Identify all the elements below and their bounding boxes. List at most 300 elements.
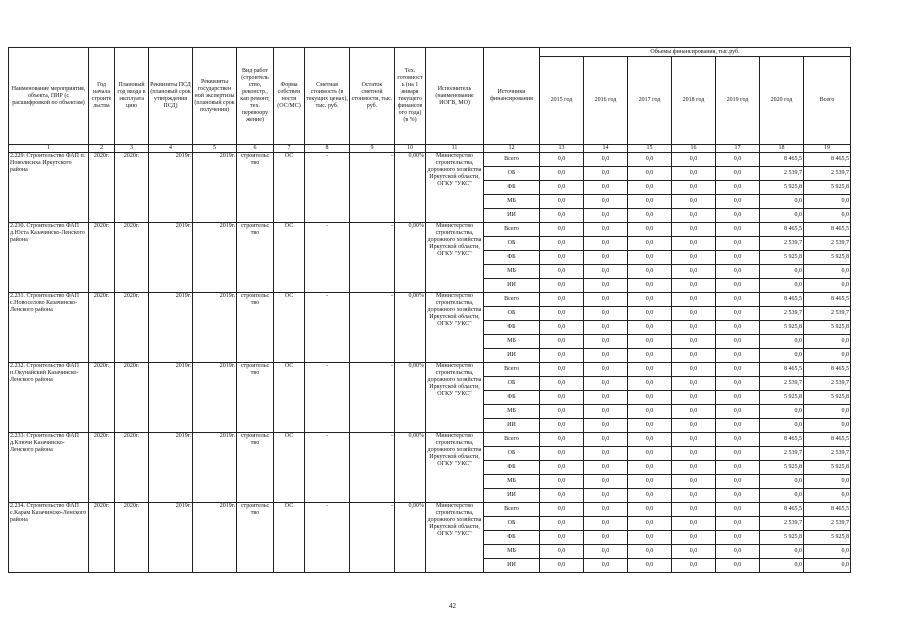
year-value: 0,0 <box>584 195 628 209</box>
year-value: 0,0 <box>716 405 760 419</box>
year-value: 0,0 <box>540 237 584 251</box>
year-value: 0,0 <box>760 209 804 223</box>
funding-source: Всего <box>484 433 540 447</box>
year-value: 0,0 <box>716 307 760 321</box>
column-number: 1 <box>9 145 89 153</box>
header-ownership: Форма собствен ности (ОС/МС) <box>274 48 305 145</box>
ownership: ОС <box>274 363 305 433</box>
year-value: 0,0 <box>672 167 716 181</box>
year-value: 0,0 <box>672 251 716 265</box>
year-value: 0,0 <box>628 265 672 279</box>
year-value: 0,0 <box>672 475 716 489</box>
header-total: Всего <box>804 57 851 145</box>
year-value: 0,0 <box>584 349 628 363</box>
readiness: 0,00% <box>395 293 426 363</box>
column-number: 16 <box>672 145 716 153</box>
year-value: 8 465,5 <box>760 223 804 237</box>
total-value: 0,0 <box>804 545 851 559</box>
year-value: 0,0 <box>584 545 628 559</box>
year-value: 0,0 <box>628 531 672 545</box>
year-value: 0,0 <box>540 433 584 447</box>
executor: Министерство строительства, дорожного хозяйства Иркутской области, ОГКУ "УКС" <box>426 503 484 573</box>
commission-year: 2020г. <box>115 293 149 363</box>
year-value: 2 539,7 <box>760 237 804 251</box>
year-value: 0,0 <box>672 279 716 293</box>
estimated-cost: - <box>305 293 350 363</box>
year-value: 0,0 <box>716 545 760 559</box>
year-value: 0,0 <box>540 405 584 419</box>
start-year: 2020г. <box>89 223 115 293</box>
start-year: 2020г. <box>89 363 115 433</box>
estimated-cost: - <box>305 433 350 503</box>
year-value: 0,0 <box>716 531 760 545</box>
year-value: 0,0 <box>716 237 760 251</box>
year-value: 0,0 <box>716 377 760 391</box>
year-value: 0,0 <box>628 503 672 517</box>
year-value: 0,0 <box>672 447 716 461</box>
remaining-cost: - <box>350 503 395 573</box>
total-value: 0,0 <box>804 195 851 209</box>
year-value: 8 465,5 <box>760 293 804 307</box>
year-value: 0,0 <box>628 153 672 167</box>
header-year: 2019 год <box>716 57 760 145</box>
year-value: 0,0 <box>628 293 672 307</box>
year-value: 2 539,7 <box>760 517 804 531</box>
funding-source: МБ <box>484 195 540 209</box>
total-value: 2 539,7 <box>804 377 851 391</box>
ownership: ОС <box>274 223 305 293</box>
table-row <box>9 223 851 237</box>
expertise-year: 2019г. <box>193 363 237 433</box>
expertise-year: 2019г. <box>193 153 237 223</box>
work-type: строительс тво <box>237 363 274 433</box>
year-value: 0,0 <box>672 349 716 363</box>
executor: Министерство строительства, дорожного хозяйства Иркутской области, ОГКУ "УКС" <box>426 363 484 433</box>
year-value: 0,0 <box>760 279 804 293</box>
year-value: 0,0 <box>716 447 760 461</box>
year-value: 0,0 <box>716 461 760 475</box>
table-row <box>9 363 851 377</box>
year-value: 0,0 <box>584 279 628 293</box>
year-value: 0,0 <box>628 405 672 419</box>
funding-source: ФБ <box>484 321 540 335</box>
executor: Министерство строительства, дорожного хозяйства Иркутской области, ОГКУ "УКС" <box>426 223 484 293</box>
year-value: 0,0 <box>716 223 760 237</box>
column-number: 10 <box>395 145 426 153</box>
funding-source: ФБ <box>484 391 540 405</box>
year-value: 0,0 <box>760 559 804 573</box>
expertise-year: 2019г. <box>193 293 237 363</box>
year-value: 0,0 <box>760 349 804 363</box>
column-numbers-row <box>9 145 851 153</box>
header-name: Наименование мероприятия, объекта, ПИР (с расшифровкой по объектам) <box>9 48 89 145</box>
year-value: 0,0 <box>672 545 716 559</box>
year-value: 0,0 <box>584 405 628 419</box>
year-value: 0,0 <box>760 405 804 419</box>
year-value: 0,0 <box>540 209 584 223</box>
remaining-cost: - <box>350 293 395 363</box>
executor: Министерство строительства, дорожного хозяйства Иркутской области, ОГКУ "УКС" <box>426 433 484 503</box>
estimated-cost: - <box>305 503 350 573</box>
total-value: 8 465,5 <box>804 153 851 167</box>
funding-source: ОБ <box>484 237 540 251</box>
funding-source: Всего <box>484 363 540 377</box>
year-value: 0,0 <box>540 559 584 573</box>
commission-year: 2020г. <box>115 433 149 503</box>
header-psd: Реквизиты ПСД (плановый срок утверждения ПСД) <box>149 48 193 145</box>
funding-source: МБ <box>484 265 540 279</box>
year-value: 0,0 <box>584 503 628 517</box>
year-value: 0,0 <box>540 349 584 363</box>
year-value: 0,0 <box>540 195 584 209</box>
psd-year: 2019г. <box>149 433 193 503</box>
year-value: 0,0 <box>584 475 628 489</box>
object-name: 2.234. Строительство ФАП с.Карам Казачинско-Ленского района <box>9 503 89 573</box>
funding-source: ИИ <box>484 209 540 223</box>
year-value: 0,0 <box>584 531 628 545</box>
expertise-year: 2019г. <box>193 433 237 503</box>
year-value: 0,0 <box>760 419 804 433</box>
year-value: 5 925,8 <box>760 531 804 545</box>
table-row <box>9 153 851 167</box>
year-value: 0,0 <box>716 209 760 223</box>
year-value: 0,0 <box>760 489 804 503</box>
year-value: 0,0 <box>628 377 672 391</box>
estimated-cost: - <box>305 153 350 223</box>
year-value: 0,0 <box>584 223 628 237</box>
ownership: ОС <box>274 433 305 503</box>
year-value: 0,0 <box>672 209 716 223</box>
header-year: 2020 год <box>760 57 804 145</box>
start-year: 2020г. <box>89 433 115 503</box>
year-value: 0,0 <box>716 517 760 531</box>
column-number: 6 <box>237 145 274 153</box>
year-value: 5 925,8 <box>760 321 804 335</box>
year-value: 0,0 <box>716 559 760 573</box>
year-value: 0,0 <box>716 489 760 503</box>
column-number: 12 <box>484 145 540 153</box>
year-value: 0,0 <box>760 195 804 209</box>
year-value: 0,0 <box>540 545 584 559</box>
column-number: 17 <box>716 145 760 153</box>
column-number: 11 <box>426 145 484 153</box>
total-value: 0,0 <box>804 419 851 433</box>
year-value: 0,0 <box>672 391 716 405</box>
funding-source: ОБ <box>484 517 540 531</box>
funding-source: ФБ <box>484 531 540 545</box>
funding-source: ФБ <box>484 181 540 195</box>
year-value: 0,0 <box>584 377 628 391</box>
year-value: 0,0 <box>672 237 716 251</box>
year-value: 0,0 <box>628 321 672 335</box>
total-value: 8 465,5 <box>804 433 851 447</box>
total-value: 0,0 <box>804 335 851 349</box>
funding-source: МБ <box>484 335 540 349</box>
year-value: 0,0 <box>540 447 584 461</box>
total-value: 2 539,7 <box>804 447 851 461</box>
remaining-cost: - <box>350 363 395 433</box>
year-value: 0,0 <box>628 279 672 293</box>
remaining-cost: - <box>350 223 395 293</box>
year-value: 0,0 <box>672 363 716 377</box>
year-value: 0,0 <box>540 475 584 489</box>
year-value: 0,0 <box>540 489 584 503</box>
year-value: 0,0 <box>584 447 628 461</box>
commission-year: 2020г. <box>115 363 149 433</box>
work-type: строительс тво <box>237 503 274 573</box>
year-value: 0,0 <box>716 433 760 447</box>
header-year: 2015 год <box>540 57 584 145</box>
year-value: 0,0 <box>672 195 716 209</box>
remaining-cost: - <box>350 433 395 503</box>
total-value: 5 925,8 <box>804 251 851 265</box>
total-value: 5 925,8 <box>804 181 851 195</box>
year-value: 0,0 <box>716 475 760 489</box>
year-value: 0,0 <box>628 363 672 377</box>
year-value: 0,0 <box>540 181 584 195</box>
year-value: 0,0 <box>716 153 760 167</box>
psd-year: 2019г. <box>149 153 193 223</box>
year-value: 0,0 <box>584 293 628 307</box>
year-value: 0,0 <box>628 209 672 223</box>
total-value: 8 465,5 <box>804 223 851 237</box>
year-value: 0,0 <box>628 307 672 321</box>
year-value: 0,0 <box>628 419 672 433</box>
total-value: 0,0 <box>804 489 851 503</box>
table-row <box>9 503 851 517</box>
year-value: 0,0 <box>716 363 760 377</box>
header-sources: Источники финансирования <box>484 48 540 145</box>
ownership: ОС <box>274 293 305 363</box>
total-value: 8 465,5 <box>804 293 851 307</box>
total-value: 0,0 <box>804 349 851 363</box>
year-value: 0,0 <box>716 251 760 265</box>
year-value: 0,0 <box>716 321 760 335</box>
total-value: 0,0 <box>804 559 851 573</box>
funding-source: Всего <box>484 293 540 307</box>
total-value: 5 925,8 <box>804 531 851 545</box>
psd-year: 2019г. <box>149 363 193 433</box>
total-value: 5 925,8 <box>804 391 851 405</box>
funding-source: Всего <box>484 153 540 167</box>
year-value: 0,0 <box>584 153 628 167</box>
total-value: 2 539,7 <box>804 307 851 321</box>
year-value: 0,0 <box>716 391 760 405</box>
year-value: 0,0 <box>672 265 716 279</box>
funding-source: ИИ <box>484 349 540 363</box>
year-value: 5 925,8 <box>760 251 804 265</box>
column-number: 4 <box>149 145 193 153</box>
commission-year: 2020г. <box>115 153 149 223</box>
year-value: 0,0 <box>672 405 716 419</box>
funding-source: ОБ <box>484 307 540 321</box>
year-value: 0,0 <box>672 335 716 349</box>
year-value: 0,0 <box>716 279 760 293</box>
year-value: 0,0 <box>760 335 804 349</box>
year-value: 8 465,5 <box>760 433 804 447</box>
year-value: 0,0 <box>628 167 672 181</box>
total-value: 8 465,5 <box>804 503 851 517</box>
year-value: 0,0 <box>584 321 628 335</box>
year-value: 0,0 <box>628 195 672 209</box>
column-number: 7 <box>274 145 305 153</box>
executor: Министерство строительства, дорожного хозяйства Иркутской области, ОГКУ "УКС" <box>426 293 484 363</box>
readiness: 0,00% <box>395 433 426 503</box>
column-number: 13 <box>540 145 584 153</box>
year-value: 0,0 <box>672 293 716 307</box>
page-number: 42 <box>449 602 456 610</box>
header-expertise: Реквизиты государствен ной экспертизы (плановый срок получения) <box>193 48 237 145</box>
year-value: 0,0 <box>584 559 628 573</box>
work-type: строительс тво <box>237 433 274 503</box>
readiness: 0,00% <box>395 363 426 433</box>
year-value: 5 925,8 <box>760 181 804 195</box>
year-value: 0,0 <box>584 335 628 349</box>
estimated-cost: - <box>305 223 350 293</box>
object-name: 2.230. Строительство ФАП д.Юста Казачинско-Ленского района <box>9 223 89 293</box>
year-value: 0,0 <box>716 335 760 349</box>
year-value: 0,0 <box>672 489 716 503</box>
year-value: 0,0 <box>628 517 672 531</box>
header-executor: Исполнитель (наименование ИОГВ, МО) <box>426 48 484 145</box>
year-value: 0,0 <box>584 167 628 181</box>
year-value: 0,0 <box>716 503 760 517</box>
object-name: 2.229. Строительство ФАП п. Новолисиха Иркутского района <box>9 153 89 223</box>
year-value: 2 539,7 <box>760 307 804 321</box>
year-value: 0,0 <box>628 391 672 405</box>
financing-table <box>8 47 851 573</box>
column-number: 5 <box>193 145 237 153</box>
object-name: 2.232. Строительство ФАП п.Окунайский Казачинско-Ленского района <box>9 363 89 433</box>
year-value: 0,0 <box>540 279 584 293</box>
year-value: 0,0 <box>760 545 804 559</box>
year-value: 8 465,5 <box>760 503 804 517</box>
total-value: 0,0 <box>804 475 851 489</box>
funding-source: ОБ <box>484 167 540 181</box>
total-value: 2 539,7 <box>804 167 851 181</box>
year-value: 0,0 <box>584 307 628 321</box>
psd-year: 2019г. <box>149 503 193 573</box>
year-value: 0,0 <box>628 433 672 447</box>
total-value: 5 925,8 <box>804 461 851 475</box>
total-value: 0,0 <box>804 209 851 223</box>
year-value: 8 465,5 <box>760 363 804 377</box>
total-value: 0,0 <box>804 405 851 419</box>
year-value: 0,0 <box>628 181 672 195</box>
funding-source: ФБ <box>484 251 540 265</box>
header-financing-group: Объемы финансирования, тыс.руб. <box>540 48 851 57</box>
year-value: 0,0 <box>672 517 716 531</box>
column-number: 9 <box>350 145 395 153</box>
object-name: 2.231. Строительство ФАП с.Новоселово Казачинско-Ленского района <box>9 293 89 363</box>
year-value: 0,0 <box>716 181 760 195</box>
year-value: 0,0 <box>540 391 584 405</box>
work-type: строительс тво <box>237 293 274 363</box>
header-work-type: Вид работ (строитель ство, реконстр., кап ремонт, тех. перевоору жение) <box>237 48 274 145</box>
psd-year: 2019г. <box>149 223 193 293</box>
year-value: 0,0 <box>672 531 716 545</box>
executor: Министерство строительства, дорожного хозяйства Иркутской области, ОГКУ "УКС" <box>426 153 484 223</box>
ownership: ОС <box>274 503 305 573</box>
year-value: 0,0 <box>540 223 584 237</box>
total-value: 2 539,7 <box>804 517 851 531</box>
year-value: 5 925,8 <box>760 391 804 405</box>
funding-source: ИИ <box>484 419 540 433</box>
year-value: 0,0 <box>628 251 672 265</box>
year-value: 0,0 <box>628 559 672 573</box>
readiness: 0,00% <box>395 223 426 293</box>
year-value: 0,0 <box>628 335 672 349</box>
year-value: 2 539,7 <box>760 167 804 181</box>
funding-source: Всего <box>484 223 540 237</box>
column-number: 14 <box>584 145 628 153</box>
year-value: 0,0 <box>672 307 716 321</box>
year-value: 0,0 <box>584 265 628 279</box>
funding-source: МБ <box>484 475 540 489</box>
object-name: 2.233. Строительство ФАП д.Ключи Казачинско-Ленского района <box>9 433 89 503</box>
year-value: 0,0 <box>584 391 628 405</box>
year-value: 0,0 <box>672 461 716 475</box>
total-value: 5 925,8 <box>804 321 851 335</box>
total-value: 0,0 <box>804 265 851 279</box>
year-value: 0,0 <box>672 419 716 433</box>
year-value: 0,0 <box>540 377 584 391</box>
funding-source: ОБ <box>484 377 540 391</box>
year-value: 0,0 <box>540 335 584 349</box>
year-value: 0,0 <box>628 461 672 475</box>
header-year: 2017 год <box>628 57 672 145</box>
column-number: 3 <box>115 145 149 153</box>
year-value: 0,0 <box>584 433 628 447</box>
year-value: 0,0 <box>672 433 716 447</box>
commission-year: 2020г. <box>115 223 149 293</box>
start-year: 2020г. <box>89 153 115 223</box>
column-number: 15 <box>628 145 672 153</box>
table-row <box>9 433 851 447</box>
year-value: 5 925,8 <box>760 461 804 475</box>
year-value: 0,0 <box>540 167 584 181</box>
year-value: 0,0 <box>628 489 672 503</box>
expertise-year: 2019г. <box>193 503 237 573</box>
year-value: 0,0 <box>540 503 584 517</box>
header-commission-year: Плановый год ввода в эксплуата цию <box>115 48 149 145</box>
header-readiness: Тех. готовност ь (на 1 января текущего финансов ого года) (в %) <box>395 48 426 145</box>
year-value: 0,0 <box>540 531 584 545</box>
year-value: 0,0 <box>672 181 716 195</box>
year-value: 0,0 <box>628 475 672 489</box>
year-value: 0,0 <box>672 321 716 335</box>
funding-source: ИИ <box>484 279 540 293</box>
year-value: 0,0 <box>760 265 804 279</box>
remaining-cost: - <box>350 153 395 223</box>
total-value: 2 539,7 <box>804 237 851 251</box>
year-value: 0,0 <box>584 461 628 475</box>
year-value: 0,0 <box>628 447 672 461</box>
funding-source: ИИ <box>484 559 540 573</box>
header-remaining-cost: Остаток сметной стоимости, тыс. руб. <box>350 48 395 145</box>
year-value: 0,0 <box>628 223 672 237</box>
column-number: 18 <box>760 145 804 153</box>
year-value: 0,0 <box>540 265 584 279</box>
start-year: 2020г. <box>89 293 115 363</box>
table-row <box>9 293 851 307</box>
year-value: 0,0 <box>628 349 672 363</box>
year-value: 2 539,7 <box>760 447 804 461</box>
header-row <box>9 48 851 57</box>
year-value: 0,0 <box>672 153 716 167</box>
year-value: 0,0 <box>584 209 628 223</box>
year-value: 0,0 <box>540 293 584 307</box>
